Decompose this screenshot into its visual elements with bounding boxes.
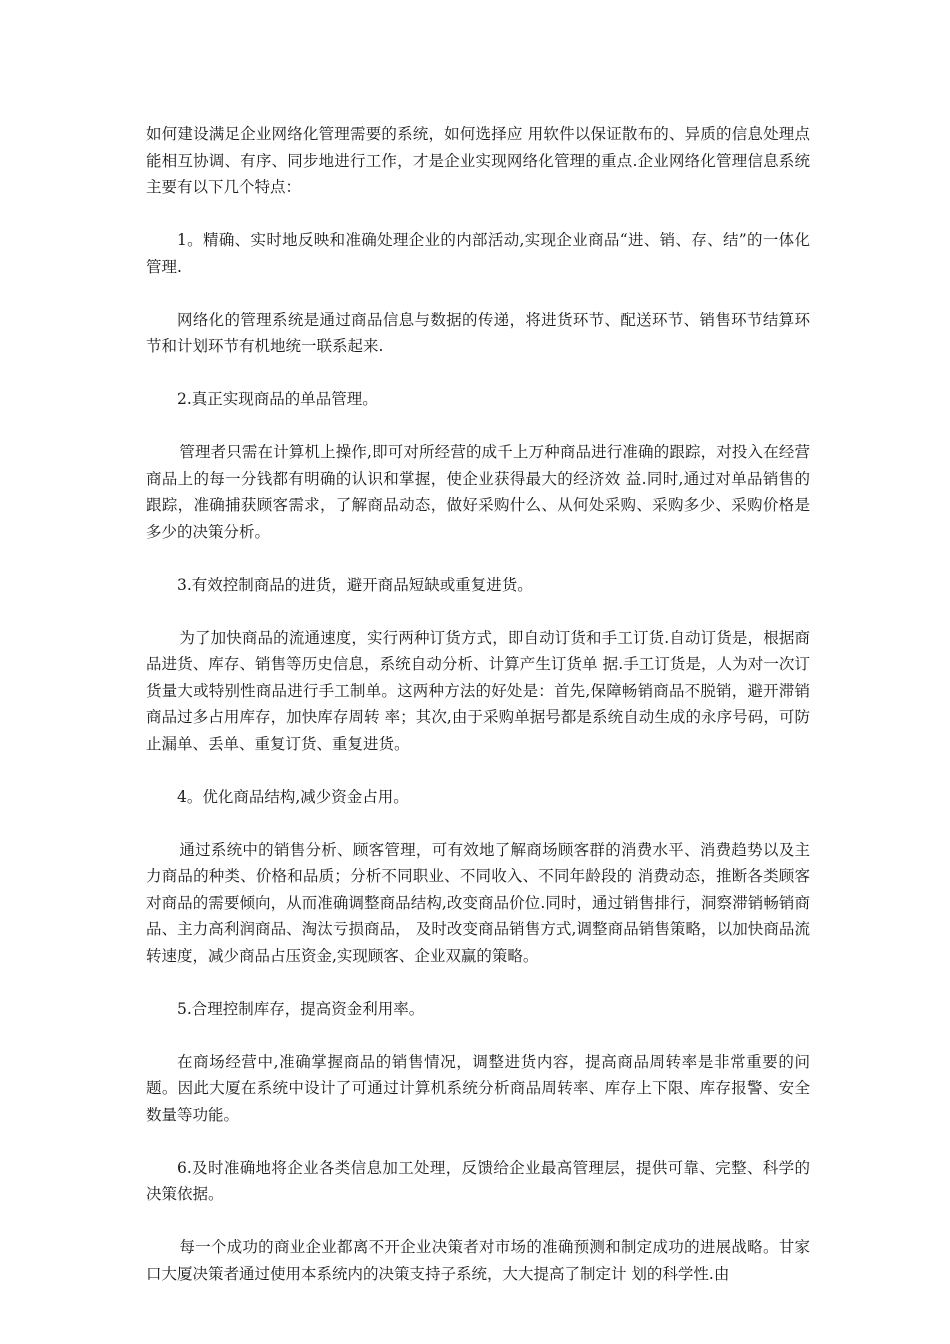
feature-2-heading: 2.真正实现商品的单品管理。: [177, 390, 378, 408]
feature-3-heading: 3.有效控制商品的进货，避开商品短缺或重复进货。: [177, 575, 533, 594]
feature-6-heading: 6.及时准确地将企业各类信息加工处理，反馈给企业最高管理层，提供可靠、完整、科学的决策依据。: [146, 1158, 810, 1203]
feature-4-body: 通过系统中的销售分析、顾客管理，可有效地了解商场顾客群的消费水平、消费趋势以及主力商品的种类、价格和品质；分析不同职业、不同收入、不同年龄段的 消费动态，推断各类顾客对商品的需要倾向，从而准确调整商品结构,改变商品价位.同时，通过销售排行，洞察滞销畅销商品、主力高利润商品、淘汰亏损商品， 及时改变商品销售方式,调整商品销售策略，以加快商品流转速度，减少商品占压资金,实现顾客、企业双赢的策略。: [146, 840, 810, 965]
feature-4-heading: 4。优化商品结构,减少资金占用。: [177, 787, 409, 806]
feature-1-body: 网络化的管理系统是通过商品信息与数据的传递，将进货环节、配送环节、销售环节结算环节和计划环节有机地统一联系起来.: [146, 310, 810, 355]
feature-5-heading: 5.合理控制库存，提高资金利用率。: [177, 999, 425, 1018]
feature-5-body: 在商场经营中,准确掌握商品的销售情况，调整进货内容，提高商品周转率是非常重要的问题。因此大厦在系统中设计了可通过计算机系统分析商品周转率、库存上下限、库存报警、安全数量等功能。: [146, 1052, 810, 1124]
intro-paragraph: 如何建设满足企业网络化管理需要的系统，如何选择应 用软件以保证散布的、异质的信息处理点能相互协调、有序、同步地进行工作，才是企业实现网络化管理的重点.企业网络化管理信息系统主要有以下几个特点：: [146, 125, 810, 196]
document-body: [146, 121, 810, 1314]
feature-3-body: 为了加快商品的流通速度，实行两种订货方式，即自动订货和手工订货.自动订货是，根据商品进货、库存、销售等历史信息，系统自动分析、计算产生订货单 据.手工订货是，人为对一次订货量大或特别性商品进行手工制单。这两种方法的好处是：首先,保障畅销商品不脱销，避开滞销商品过多占用库存，加快库存周转 率；其次,由于采购单据号都是系统自动生成的永序号码，可防止漏单、丢单、重复订货、重复进货。: [146, 628, 810, 753]
feature-6-body: 每一个成功的商业企业都离不开企业决策者对市场的准确预测和制定成功的进展战略。甘家口大厦决策者通过使用本系统内的决策支持子系统，大大提高了制定计 划的科学性.由: [146, 1238, 810, 1283]
feature-2-body: 管理者只需在计算机上操作,即可对所经营的成千上万种商品进行准确的跟踪，对投入在经营商品上的每一分钱都有明确的认识和掌握，使企业获得最大的经济效 益.同时,通过对单品销售的跟踪，准确捕获顾客需求，了解商品动态，做好采购什么、从何处采购、采购多少、采购价格是多少的决策分析。: [146, 443, 810, 541]
feature-1-heading: 1。精确、实时地反映和准确处理企业的内部活动,实现企业商品“进、销、存、结”的一体化管理.: [146, 231, 810, 276]
